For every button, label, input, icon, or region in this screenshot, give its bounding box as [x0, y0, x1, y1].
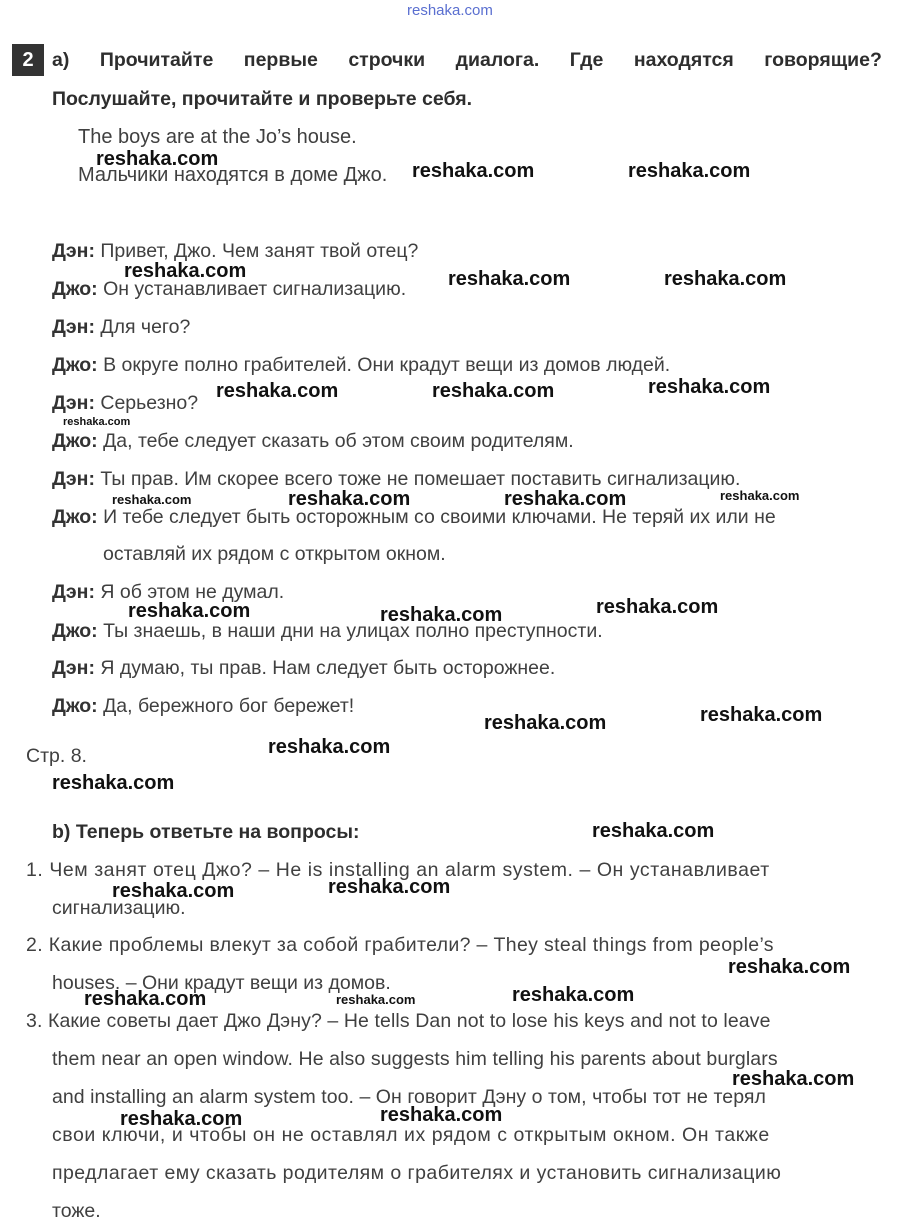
- dialogue-line: [52, 657, 555, 680]
- speaker-label: Джо:: [52, 430, 98, 452]
- speaker-label: Джо:: [52, 354, 98, 376]
- watermark: reshaka.com: [112, 492, 192, 507]
- dialogue-text: Ты знаешь, в наши дни на улицах полно преступности.: [103, 620, 603, 642]
- watermark: reshaka.com: [328, 876, 451, 898]
- watermark: reshaka.com: [124, 260, 247, 282]
- watermark: reshaka.com: [288, 488, 411, 510]
- heading-word: говорящие?: [764, 49, 882, 71]
- dialogue-text: Да, тебе следует сказать об этом своим родителям.: [103, 430, 574, 452]
- watermark: reshaka.com: [63, 416, 131, 428]
- answer-2-line: 2. Какие проблемы влекут за собой грабители? – They steal things from people’s: [26, 934, 774, 956]
- watermark: reshaka.com: [380, 1104, 503, 1126]
- dialogue-text: Серьезно?: [100, 392, 199, 414]
- answer-3-line: предлагает ему сказать родителям о грабителях и установить сигнализацию: [52, 1162, 782, 1184]
- dialogue-text: Я об этом не думал.: [100, 581, 285, 603]
- speaker-label: Джо:: [52, 278, 98, 300]
- page-reference: Стр. 8.: [26, 745, 87, 767]
- watermark: reshaka.com: [720, 488, 800, 503]
- dialogue-text: Он устанавливает сигнализацию.: [103, 278, 407, 300]
- watermark: reshaka.com: [596, 596, 719, 618]
- heading-word: a): [52, 49, 70, 71]
- watermark: reshaka.com: [732, 1068, 855, 1090]
- dialogue-text: И тебе следует быть осторожным со своими ключами. Не теряй их или не: [103, 506, 776, 528]
- answer-3-line: тоже.: [52, 1200, 101, 1222]
- watermark: reshaka.com: [52, 772, 175, 794]
- heading-word: Прочитайте: [99, 49, 214, 71]
- watermark: reshaka.com: [728, 956, 851, 978]
- speaker-label: Дэн:: [52, 468, 95, 490]
- answer-english: The boys are at the Jo’s house.: [78, 126, 357, 148]
- dialogue-text: Да, бережного бог бережет!: [103, 695, 355, 717]
- watermark: reshaka.com: [512, 984, 635, 1006]
- watermark: reshaka.com: [120, 1108, 243, 1130]
- dialogue-line: [52, 430, 574, 453]
- dialogue-line: [52, 506, 776, 529]
- watermark: reshaka.com: [268, 736, 391, 758]
- watermark: reshaka.com: [484, 712, 607, 734]
- watermark: reshaka.com: [648, 376, 771, 398]
- watermark: reshaka.com: [592, 820, 715, 842]
- dialogue-text: Привет, Джо. Чем занят твой отец?: [100, 240, 419, 262]
- watermark: reshaka.com: [628, 160, 751, 182]
- speaker-label: Джо:: [52, 506, 98, 528]
- answer-2-line: houses. – Они крадут вещи из домов.: [52, 972, 391, 994]
- heading-word: Где: [569, 49, 604, 71]
- speaker-label: Дэн:: [52, 240, 95, 262]
- watermark: reshaka.com: [664, 268, 787, 290]
- dialogue-text: Я думаю, ты прав. Нам следует быть осторожнее.: [100, 657, 556, 679]
- dialogue-text: Для чего?: [100, 316, 191, 338]
- dialogue-line: [52, 316, 190, 339]
- exercise-number-badge: 2: [12, 44, 44, 76]
- speaker-label: Дэн:: [52, 316, 95, 338]
- task-b-heading: b) Теперь ответьте на вопросы:: [52, 821, 360, 843]
- heading-word: диалога.: [455, 49, 540, 71]
- speaker-label: Джо:: [52, 695, 98, 717]
- watermark: reshaka.com: [432, 380, 555, 402]
- watermark: reshaka.com: [216, 380, 339, 402]
- speaker-label: Дэн:: [52, 581, 95, 603]
- heading-word: строчки: [348, 49, 426, 71]
- task-a-heading: [52, 49, 882, 72]
- dialogue-line-continuation: оставляй их рядом с открытом окном.: [103, 543, 446, 565]
- task-a-subheading: Послушайте, прочитайте и проверьте себя.: [52, 88, 473, 110]
- watermark: reshaka.com: [96, 148, 219, 170]
- watermark: reshaka.com: [84, 988, 207, 1010]
- dialogue-line: [52, 354, 670, 377]
- site-header: reshaka.com: [407, 2, 493, 19]
- heading-word: находятся: [633, 49, 734, 71]
- speaker-label: Дэн:: [52, 657, 95, 679]
- dialogue-line: [52, 695, 354, 718]
- answer-3-line: and installing an alarm system too. – Он говорит Дэну о том, чтобы тот не терял: [52, 1086, 766, 1108]
- speaker-label: Дэн:: [52, 392, 95, 414]
- watermark: reshaka.com: [380, 604, 503, 626]
- answer-3-line: свои ключи, и чтобы он не оставлял их рядом с открытым окном. Он также: [52, 1124, 770, 1146]
- answer-1-line: 1. Чем занят отец Джо? – He is installing an alarm system. – Он устанавливает: [26, 859, 770, 881]
- watermark: reshaka.com: [128, 600, 251, 622]
- watermark: reshaka.com: [336, 992, 416, 1007]
- answer-russian: Мальчики находятся в доме Джо.: [78, 164, 388, 186]
- watermark: reshaka.com: [412, 160, 535, 182]
- watermark: reshaka.com: [112, 880, 235, 902]
- watermark: reshaka.com: [448, 268, 571, 290]
- dialogue-text: В округе полно грабителей. Они крадут вещи из домов людей.: [103, 354, 671, 376]
- dialogue-line: [52, 392, 198, 415]
- watermark: reshaka.com: [700, 704, 823, 726]
- answer-3-line: them near an open window. He also suggests him telling his parents about burglars: [52, 1048, 778, 1070]
- heading-word: первые: [243, 49, 318, 71]
- answer-1-line: сигнализацию.: [52, 897, 186, 919]
- dialogue-line: [52, 620, 603, 643]
- watermark: reshaka.com: [504, 488, 627, 510]
- speaker-label: Джо:: [52, 620, 98, 642]
- dialogue-text: Ты прав. Им скорее всего тоже не помешает поставить сигнализацию.: [100, 468, 741, 490]
- answer-3-line: 3. Какие советы дает Джо Дэну? – He tells Dan not to lose his keys and not to leave: [26, 1010, 771, 1032]
